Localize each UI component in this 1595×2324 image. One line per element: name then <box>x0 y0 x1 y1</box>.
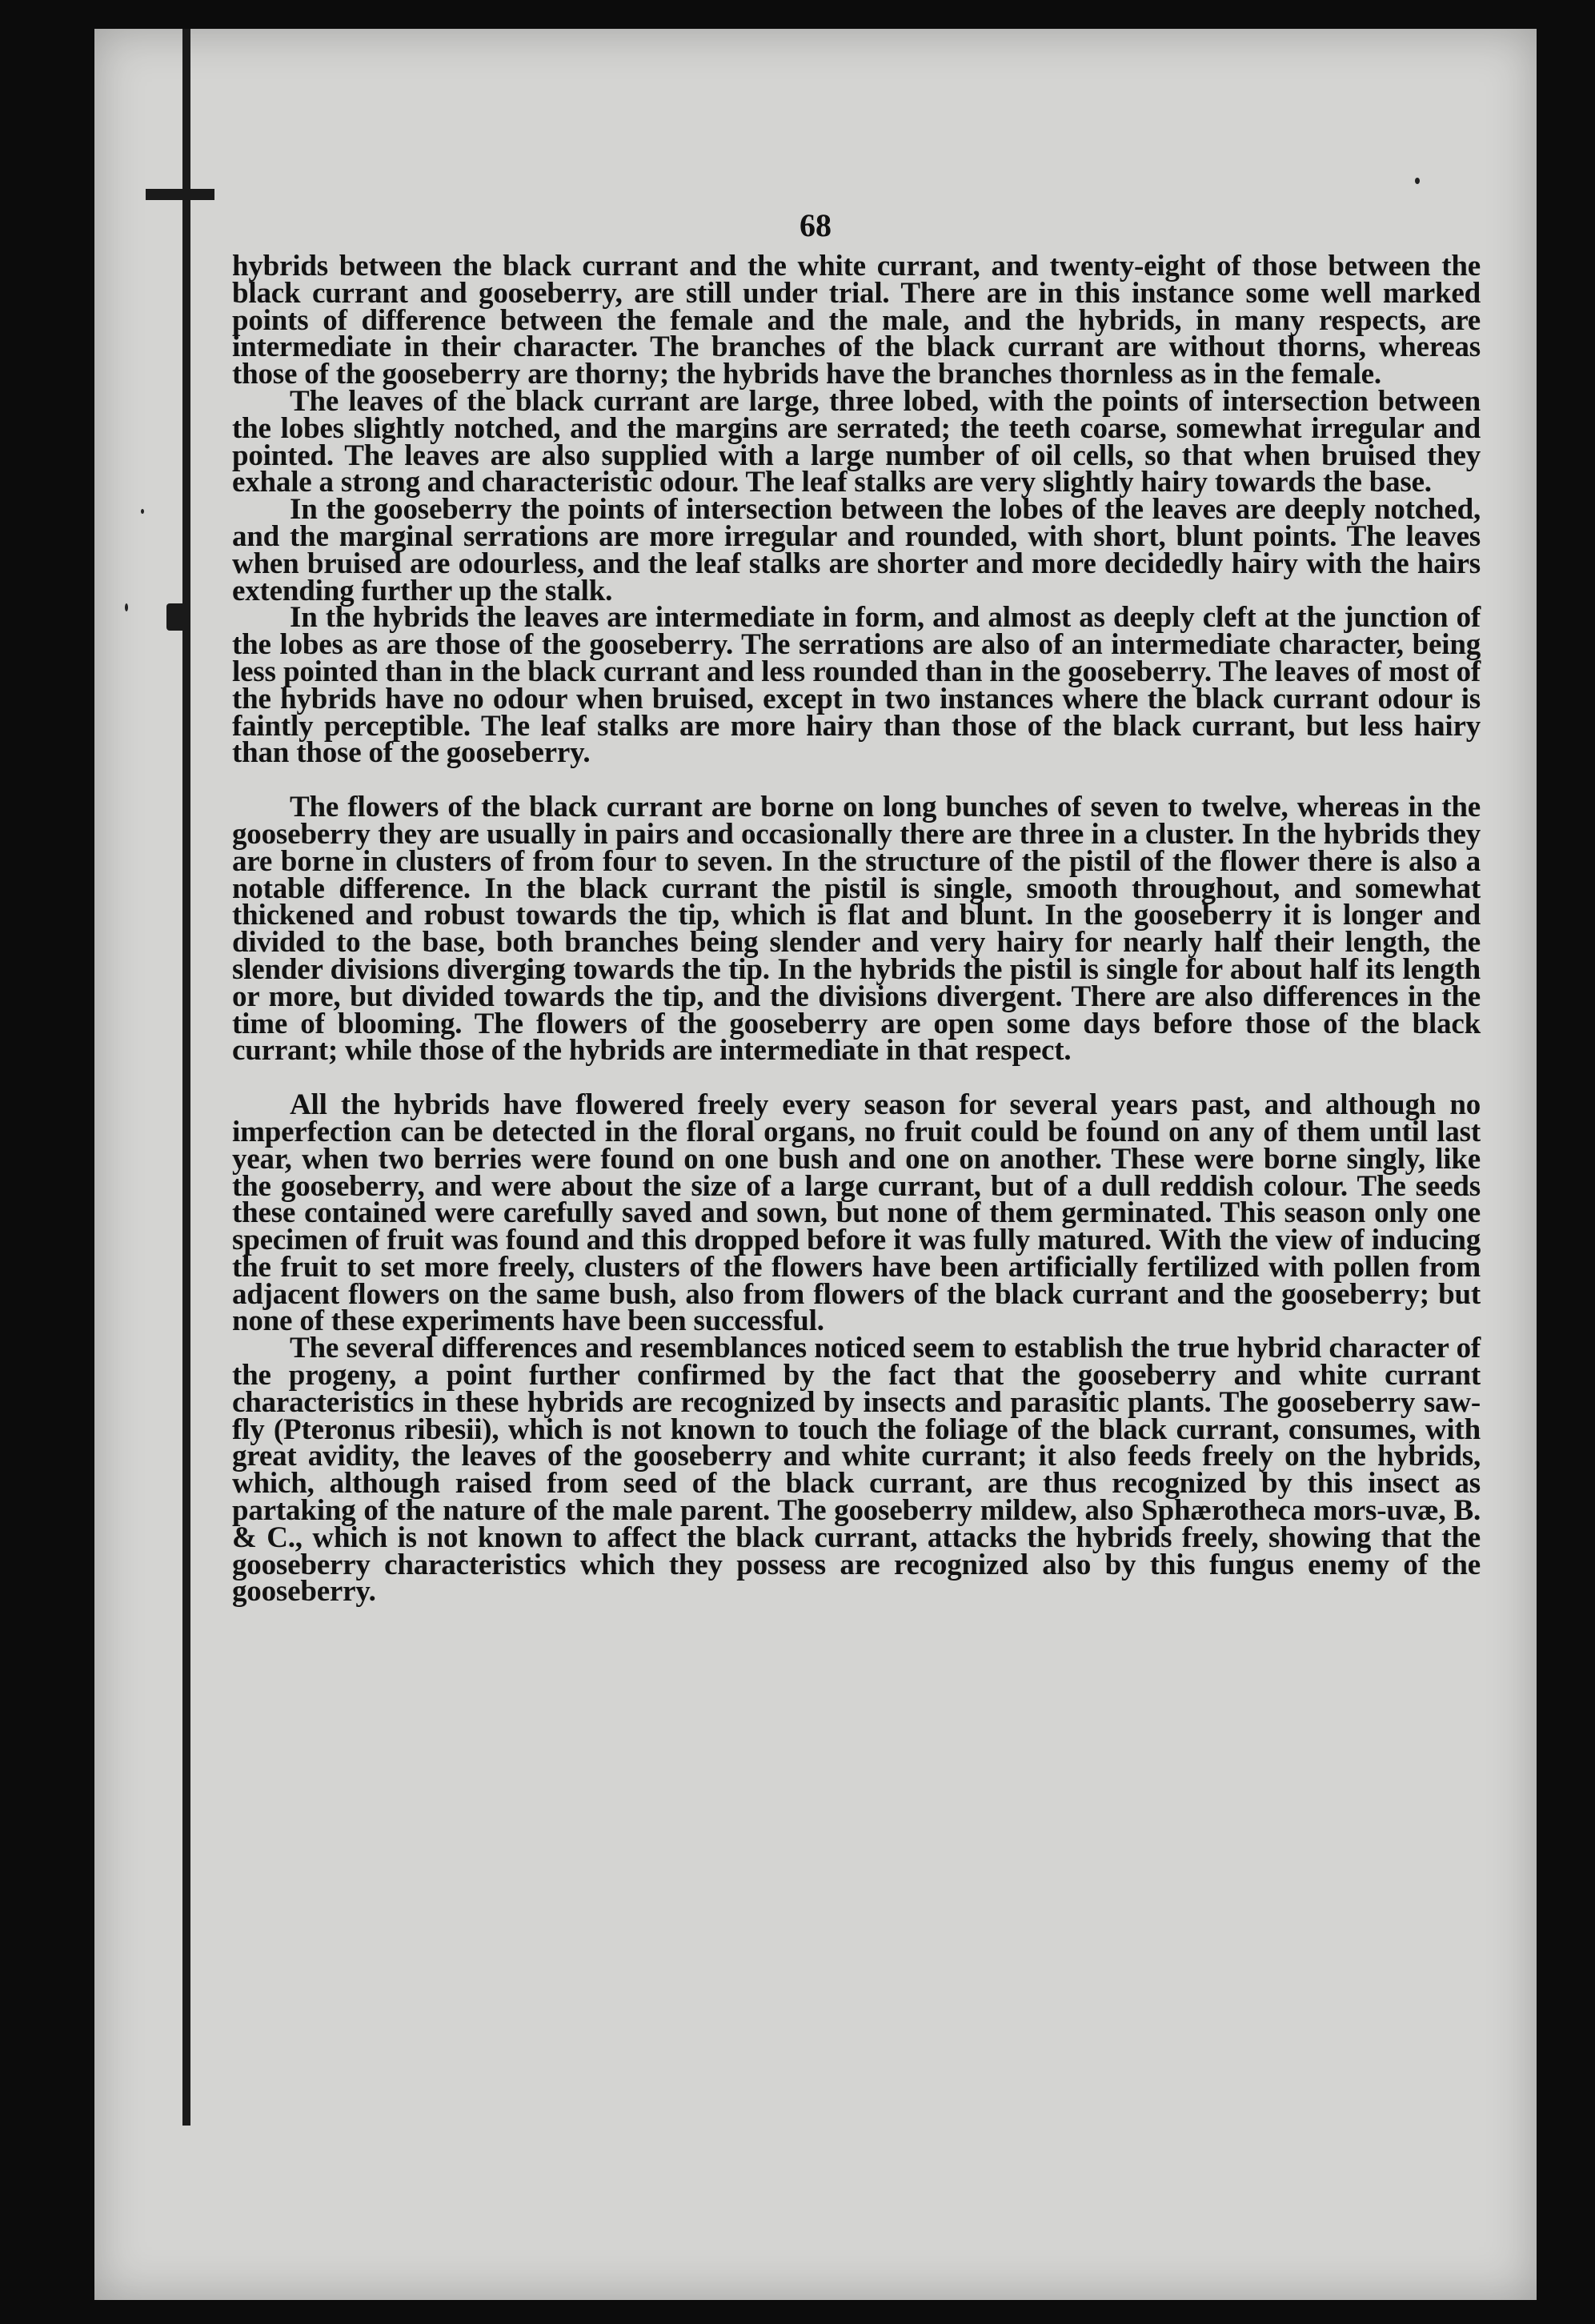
body-text <box>232 250 1481 1609</box>
paper-speck <box>125 603 128 611</box>
paragraph-black-currant-leaves: The leaves of the black currant are large, three lobed, with the points of intersection between the lobes slightly notched, and the margins are serrated; the teeth coarse, somewhat irregular and pointed. The leaves are also supplied with a large number of oil cells, so that when bruised they exhale a strong and characteristic odour. The leaf stalks are very slightly hairy towards the base. <box>232 384 1481 499</box>
binding-knob <box>166 603 187 631</box>
paragraph-insects-parasites: The several differences and resemblances noticed seem to establish the true hybrid character of the progeny, a point further confirmed by the fact that the gooseberry and white currant characteristics in these hybrids are recognized by insects and parasitic plants. The gooseberry saw-fly (Pteronus ribesii), which is not known to touch the foliage of the black currant, consumes, with great avidity, the leaves of the gooseberry and white currant; it also feeds freely on the hybrids, which, although raised from seed of the black currant, are thus recognized by this insect as partaking of the nature of the male parent. The gooseberry mildew, also Sphærotheca mors-uvæ, B. & C., which is not known to affect the black currant, attacks the hybrids freely, showing that the gooseberry characteristics which they possess are recognized also by this fungus enemy of the gooseberry. <box>232 1332 1481 1609</box>
paper-speck <box>1415 178 1420 184</box>
paper-speck <box>141 509 144 514</box>
paragraph-hybrids-intro: hybrids between the black currant and the white currant, and twenty-eight of those between the black currant and gooseberry, are still under trial. There are in this instance some well marked points of difference between the female and the male, and the hybrids, in many respects, are intermediate in their character. The branches of the black currant are without thorns, whereas those of the gooseberry are thorny; the hybrids have the branches thornless as in the female. <box>232 250 1481 391</box>
paragraph-fruiting: All the hybrids have flowered freely every season for several years past, and although no imperfection can be detected in the floral organs, no fruit could be found on any of them until last year, when two berries were found on one bush and one on another. These were borne singly, like the gooseberry, and were about the size of a large currant, but of a dull reddish colour. The seeds these contained were carefully saved and sown, but none of them germinated. This season only one specimen of fruit was found and this dropped before it was fully matured. With the view of inducing the fruit to set more freely, clusters of the flowers have been artificially fertilized with pollen from adjacent flowers on the same bush, also from flowers of the black currant and the gooseberry; but none of these experiments have been successful. <box>232 1088 1481 1338</box>
paragraph-hybrid-leaves: In the hybrids the leaves are intermediate in form, and almost as deeply cleft at the junction of the lobes as are those of the gooseberry. The serrations are also of an intermediate character, being less pointed than in the black currant and less rounded than in the gooseberry. The leaves of most of the hybrids have no odour when bruised, except in two instances where the black currant odour is faintly perceptible. The leaf stalks are more hairy than those of the black currant, but less hairy than those of the gooseberry. <box>232 601 1481 770</box>
document-page <box>94 29 1537 2300</box>
page-number: 68 <box>800 207 832 243</box>
paragraph-gooseberry-leaves: In the gooseberry the points of intersection between the lobes of the leaves are deeply notched, and the marginal serrations are more irregular and rounded, with short, blunt points. The leaves when bruised are odourless, and the leaf stalks are shorter and more decidedly hairy with the hairs extending further up the stalk. <box>232 493 1481 607</box>
paragraph-flowers: The flowers of the black currant are borne on long bunches of seven to twelve, whereas in the gooseberry they are usually in pairs and occasionally there are three in a cluster. In the hybrids they are borne in clusters of from four to seven. In the structure of the pistil of the flower there is also a notable difference. In the black currant the pistil is single, smooth throughout, and somewhat thickened and robust towards the tip, which is flat and blunt. In the gooseberry it is longer and divided to the base, both branches being slender and very hairy for nearly half their length, the slender divisions diverging towards the tip. In the hybrids the pistil is single for about half its length or more, but divided towards the tip, and the divisions divergent. There are also differences in the time of blooming. The flowers of the gooseberry are open some days before those of the black currant; while those of the hybrids are intermediate in that respect. <box>232 791 1481 1068</box>
binding-crossbar <box>146 189 214 200</box>
binding-line <box>182 29 190 2126</box>
